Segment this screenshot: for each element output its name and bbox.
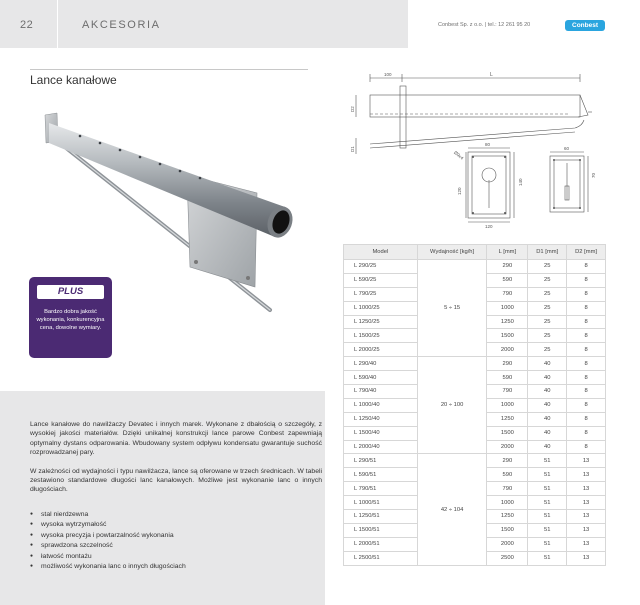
feature-item: ● możliwość wykonania lanc o innych długościach bbox=[30, 562, 186, 572]
cell-length: 290 bbox=[487, 357, 528, 371]
cell-model: L 1000/25 bbox=[344, 301, 418, 315]
cell-capacity: 20 ÷ 100 bbox=[417, 357, 487, 454]
cell-d1: 40 bbox=[528, 398, 567, 412]
table-header-row bbox=[344, 245, 606, 260]
cell-model: L 1000/40 bbox=[344, 398, 418, 412]
page-number: 22 bbox=[20, 19, 34, 31]
cell-length: 2500 bbox=[487, 551, 528, 565]
cell-d2: 13 bbox=[567, 468, 606, 482]
cell-model: L 290/40 bbox=[344, 357, 418, 371]
cell-d1: 51 bbox=[528, 537, 567, 551]
cell-model: L 2500/51 bbox=[344, 551, 418, 565]
svg-text:D2: D2 bbox=[350, 106, 355, 112]
cell-model: L 1000/51 bbox=[344, 496, 418, 510]
company-logo: Conbest bbox=[565, 20, 605, 31]
cell-d2: 8 bbox=[567, 329, 606, 343]
cell-model: L 290/25 bbox=[344, 260, 418, 274]
cell-model: L 2000/40 bbox=[344, 440, 418, 454]
description-paragraph-1: Lance kanałowe do nawilżaczy Devatec i innych marek. Wykonane z dbałością o szczegóły, z wysokiej jakości materiałów. Dzięki unikalnej konstrukcji lance parowe Conbest zapewniają optymalny dystans odparowania. Wbudowany system odpływu kondensatu gwarantuje suchość rozprowadzanej pary. bbox=[30, 421, 322, 457]
svg-text:80: 80 bbox=[485, 142, 491, 147]
section-title: AKCESORIA bbox=[82, 19, 161, 31]
cell-d2: 8 bbox=[567, 426, 606, 440]
cell-length: 1250 bbox=[487, 315, 528, 329]
feature-item: ● wysoka precyzja i powtarzalność wykonania bbox=[30, 531, 186, 541]
product-title: Lance kanałowe bbox=[30, 73, 117, 87]
col-capacity: Wydajność [kg/h] bbox=[417, 245, 487, 260]
cell-length: 290 bbox=[487, 260, 528, 274]
cell-d1: 40 bbox=[528, 426, 567, 440]
cell-model: L 790/51 bbox=[344, 482, 418, 496]
cell-model: L 590/25 bbox=[344, 273, 418, 287]
svg-text:140: 140 bbox=[518, 178, 523, 186]
cell-d1: 51 bbox=[528, 468, 567, 482]
cell-model: L 1250/40 bbox=[344, 412, 418, 426]
svg-text:70: 70 bbox=[591, 172, 596, 178]
cell-d1: 51 bbox=[528, 510, 567, 524]
spec-table bbox=[343, 244, 606, 566]
svg-text:100: 100 bbox=[384, 72, 392, 77]
svg-text:L: L bbox=[490, 72, 493, 78]
cell-length: 2000 bbox=[487, 343, 528, 357]
cell-model: L 590/51 bbox=[344, 468, 418, 482]
cell-model: L 1250/25 bbox=[344, 315, 418, 329]
cell-model: L 1500/25 bbox=[344, 329, 418, 343]
header-divider bbox=[57, 0, 58, 48]
cell-model: L 1500/51 bbox=[344, 523, 418, 537]
cell-d1: 40 bbox=[528, 412, 567, 426]
cell-model: L 290/51 bbox=[344, 454, 418, 468]
company-contact: Conbest Sp. z o.o. | tel.: 12 261 95 20 bbox=[438, 22, 531, 28]
cell-model: L 2000/25 bbox=[344, 343, 418, 357]
cell-model: L 790/25 bbox=[344, 287, 418, 301]
cell-length: 790 bbox=[487, 385, 528, 399]
table-row bbox=[344, 357, 606, 371]
cell-d2: 8 bbox=[567, 357, 606, 371]
header-band bbox=[0, 0, 408, 48]
cell-d1: 40 bbox=[528, 357, 567, 371]
svg-text:120: 120 bbox=[457, 187, 462, 195]
title-rule bbox=[30, 69, 308, 70]
feature-item: ● wysoka wytrzymałość bbox=[30, 520, 186, 530]
cell-d2: 13 bbox=[567, 496, 606, 510]
cell-length: 1000 bbox=[487, 301, 528, 315]
feature-item: ● łatwość montażu bbox=[30, 552, 186, 562]
cell-length: 2000 bbox=[487, 537, 528, 551]
cell-length: 590 bbox=[487, 468, 528, 482]
table-row bbox=[344, 260, 606, 274]
cell-length: 1000 bbox=[487, 398, 528, 412]
cell-d1: 51 bbox=[528, 454, 567, 468]
cell-d2: 8 bbox=[567, 412, 606, 426]
cell-d1: 25 bbox=[528, 287, 567, 301]
cell-d1: 25 bbox=[528, 273, 567, 287]
cell-d2: 8 bbox=[567, 343, 606, 357]
plus-badge bbox=[29, 277, 112, 358]
svg-text:120: 120 bbox=[485, 224, 493, 229]
cell-d1: 51 bbox=[528, 482, 567, 496]
cell-model: L 2000/51 bbox=[344, 537, 418, 551]
cell-length: 1250 bbox=[487, 510, 528, 524]
cell-d1: 40 bbox=[528, 440, 567, 454]
cell-length: 2000 bbox=[487, 440, 528, 454]
cell-d2: 13 bbox=[567, 510, 606, 524]
plus-label: PLUS bbox=[37, 285, 104, 299]
cell-d1: 25 bbox=[528, 315, 567, 329]
cell-model: L 590/40 bbox=[344, 371, 418, 385]
cell-length: 290 bbox=[487, 454, 528, 468]
cell-d1: 51 bbox=[528, 551, 567, 565]
cell-d2: 8 bbox=[567, 385, 606, 399]
cell-d2: 8 bbox=[567, 287, 606, 301]
cell-d2: 13 bbox=[567, 482, 606, 496]
cell-d2: 8 bbox=[567, 440, 606, 454]
cell-length: 790 bbox=[487, 482, 528, 496]
cell-d1: 40 bbox=[528, 385, 567, 399]
cell-d2: 13 bbox=[567, 551, 606, 565]
cell-d2: 8 bbox=[567, 260, 606, 274]
cell-d1: 40 bbox=[528, 371, 567, 385]
cell-length: 590 bbox=[487, 371, 528, 385]
col-d1: D1 [mm] bbox=[528, 245, 567, 260]
cell-d1: 25 bbox=[528, 343, 567, 357]
cell-capacity: 42 ÷ 104 bbox=[417, 454, 487, 565]
cell-d2: 8 bbox=[567, 315, 606, 329]
cell-length: 590 bbox=[487, 273, 528, 287]
plus-text: Bardzo dobra jakość wykonania, konkurencyjna cena, dowolne wymiary. bbox=[36, 309, 105, 331]
feature-item: ● stal nierdzewna bbox=[30, 510, 186, 520]
col-length: L [mm] bbox=[487, 245, 528, 260]
cell-model: L 790/40 bbox=[344, 385, 418, 399]
table-row bbox=[344, 454, 606, 468]
cell-length: 790 bbox=[487, 287, 528, 301]
cell-length: 1500 bbox=[487, 329, 528, 343]
cell-d2: 8 bbox=[567, 273, 606, 287]
cell-d2: 8 bbox=[567, 398, 606, 412]
cell-d1: 51 bbox=[528, 523, 567, 537]
description bbox=[30, 420, 322, 504]
cell-d1: 51 bbox=[528, 496, 567, 510]
col-d2: D2 [mm] bbox=[567, 245, 606, 260]
cell-d1: 25 bbox=[528, 301, 567, 315]
cell-d2: 13 bbox=[567, 537, 606, 551]
cell-length: 1250 bbox=[487, 412, 528, 426]
cell-length: 1000 bbox=[487, 496, 528, 510]
cell-d2: 8 bbox=[567, 371, 606, 385]
cell-d1: 25 bbox=[528, 260, 567, 274]
cell-d1: 25 bbox=[528, 329, 567, 343]
feature-list bbox=[30, 510, 186, 572]
cell-length: 1500 bbox=[487, 426, 528, 440]
cell-capacity: 5 ÷ 15 bbox=[417, 260, 487, 357]
svg-text:D1: D1 bbox=[350, 146, 355, 152]
col-model: Model bbox=[344, 245, 418, 260]
svg-text:Ø9x4: Ø9x4 bbox=[453, 149, 465, 161]
technical-drawing bbox=[340, 68, 610, 236]
feature-item: ● sprawdzona szczelność bbox=[30, 541, 186, 551]
cell-d2: 13 bbox=[567, 454, 606, 468]
description-paragraph-2: W zależności od wydajności i typu nawilżacza, lance są oferowane w trzech średnicach. W tabeli zestawiono standardowe długości lanc kanałowych. Możliwe jest wykonanie lanc o innych długościach. bbox=[30, 467, 322, 494]
cell-model: L 1500/40 bbox=[344, 426, 418, 440]
cell-model: L 1250/51 bbox=[344, 510, 418, 524]
cell-d2: 8 bbox=[567, 301, 606, 315]
cell-d2: 13 bbox=[567, 523, 606, 537]
cell-length: 1500 bbox=[487, 523, 528, 537]
svg-text:60: 60 bbox=[564, 146, 570, 151]
